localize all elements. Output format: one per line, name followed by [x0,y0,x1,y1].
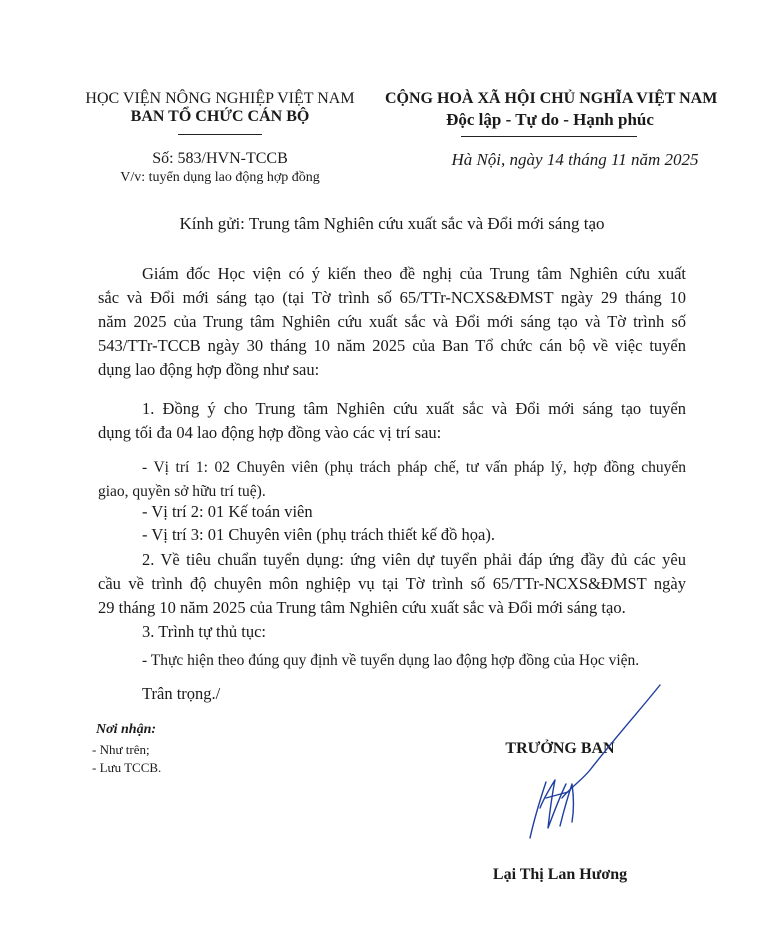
org-underline [178,134,262,135]
place-date: Hà Nội, ngày 14 tháng 11 năm 2025 [451,150,699,169]
item-3-detail: - Thực hiện theo đúng quy định về tuyển dụng lao động hợp đồng của Học viện. [142,652,640,669]
item-2-paragraph [98,548,686,620]
intro-line: 543/TTr-TCCB ngày 30 tháng 10 năm 2025 của Ban Tổ chức cán bộ về việc tuyển [98,336,686,355]
recipients-item: - Như trên; [92,742,150,757]
intro-paragraph [98,262,686,382]
position-1 [98,456,686,504]
recipients-item: - Lưu TCCB. [92,760,162,775]
position-1-line: giao, quyền sở hữu trí tuệ). [98,483,266,500]
item-2-line: cầu về trình độ chuyên môn nghiệp vụ tại Tờ trình số 65/TTr-NCXS&ĐMST ngày [98,574,686,593]
item-3: 3. Trình tự thủ tục: [142,622,267,641]
item-2-line: 2. Về tiêu chuẩn tuyển dụng: ứng viên dự tuyển phải đáp ứng đầy đủ các yêu [142,550,686,569]
org-name: HỌC VIỆN NÔNG NGHIỆP VIỆT NAM [85,90,355,107]
intro-line: dụng lao động hợp đồng như sau: [98,360,320,379]
recipients-title: Nơi nhận: [96,722,157,737]
position-3: - Vị trí 3: 01 Chuyên viên (phụ trách thiết kế đồ họa). [142,525,495,544]
item-1-line: dụng tối đa 04 lao động hợp đồng vào các vị trí sau: [98,423,442,442]
recipient-line: Kính gửi: Trung tâm Nghiên cứu xuất sắc và Đổi mới sáng tạo [179,214,605,233]
item-2-line: 29 tháng 10 năm 2025 của Trung tâm Nghiên cứu xuất sắc và Đổi mới sáng tạo. [98,598,626,617]
intro-line: sắc và Đổi mới sáng tạo (tại Tờ trình số 65/TTr-NCXS&ĐMST ngày 29 tháng 10 [98,288,686,307]
intro-line: năm 2025 của Trung tâm Nghiên cứu xuất sắc và Đổi mới sáng tạo và Tờ trình số [98,312,686,331]
signer-name: Lại Thị Lan Hương [492,866,628,883]
item-1-line: 1. Đồng ý cho Trung tâm Nghiên cứu xuất sắc và Đổi mới sáng tạo tuyển [142,399,686,418]
intro-line: Giám đốc Học viện có ý kiến theo đề nghị của Trung tâm Nghiên cứu xuất [142,264,686,283]
handwritten-signature [500,680,700,850]
closing: Trân trọng./ [142,684,221,703]
signer-title: TRƯỞNG BAN [505,740,615,757]
nation-motto: Độc lập - Tự do - Hạnh phúc [446,110,654,129]
motto-underline [461,136,637,137]
org-department: BAN TỔ CHỨC CÁN BỘ [130,108,310,125]
nation-title: CỘNG HOÀ XÃ HỘI CHỦ NGHĨA VIỆT NAM [385,90,718,107]
position-1-line: - Vị trí 1: 02 Chuyên viên (phụ trách pháp chế, tư vấn pháp lý, hợp đồng chuyển [142,459,686,476]
position-2: - Vị trí 2: 01 Kế toán viên [142,502,313,521]
doc-number: Số: 583/HVN-TCCB [152,150,288,167]
doc-subject: V/v: tuyển dụng lao động hợp đồng [120,170,320,185]
item-1-paragraph [98,397,686,445]
